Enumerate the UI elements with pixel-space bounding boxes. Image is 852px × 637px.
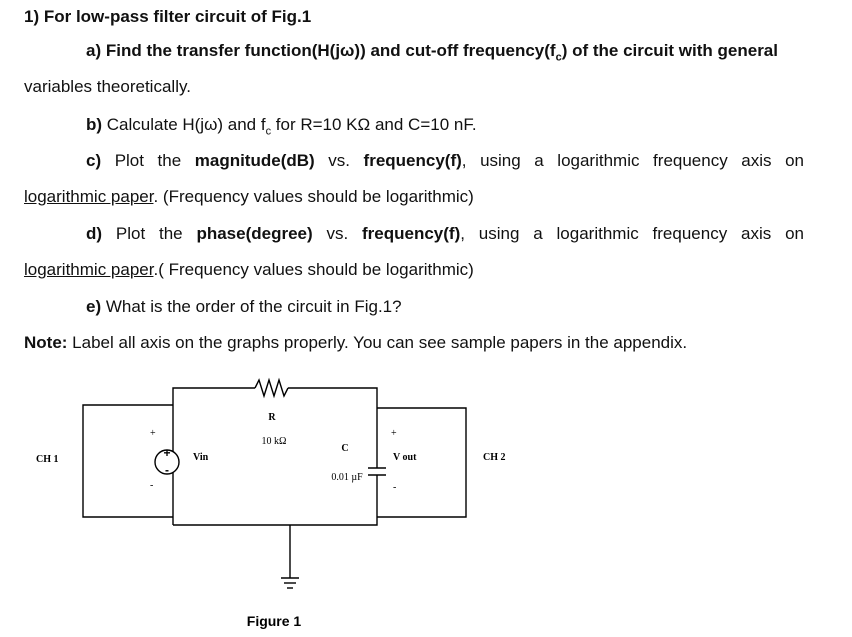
- part-a-text-end: ) of the circuit with general: [561, 41, 778, 60]
- part-d-cont: .( Frequency values should be logarithmic): [153, 260, 474, 279]
- part-d-text: Plot the: [102, 224, 197, 243]
- part-c-log-paper-link[interactable]: logarithmic paper: [24, 187, 154, 206]
- vout-label: V out: [393, 452, 417, 463]
- part-d-bold-phase: phase(degree): [196, 224, 313, 243]
- vin-minus-label: -: [150, 480, 154, 491]
- part-a-line-2: variables theoretically.: [24, 77, 191, 96]
- resistor-name: R: [268, 412, 276, 423]
- part-c-prefix: c): [86, 151, 102, 170]
- question-title-text: 1) For low-pass filter circuit of Fig.1: [24, 7, 312, 26]
- ch2-probe-wire: [377, 408, 466, 517]
- part-b-text-end: for R=10 KΩ and C=10 nF.: [271, 115, 477, 134]
- part-b-prefix: b): [86, 115, 103, 134]
- circuit-diagram: [0, 360, 852, 637]
- ch1-label: CH 1: [36, 454, 59, 465]
- part-d-vs: vs.: [312, 224, 363, 243]
- ch2-label: CH 2: [483, 452, 506, 463]
- capacitor-name: C: [341, 443, 349, 454]
- source-plus: +: [163, 446, 171, 460]
- note-label: Note:: [24, 333, 68, 352]
- part-e-text: What is the order of the circuit in Fig.1?: [101, 297, 402, 316]
- part-b-line: [86, 114, 477, 142]
- part-e-line: [86, 296, 402, 318]
- part-c-bold-magnitude: magnitude(dB): [194, 151, 315, 170]
- vin-label: Vin: [193, 452, 209, 463]
- vout-plus-label: +: [391, 428, 397, 439]
- part-c-text: Plot the: [101, 151, 195, 170]
- source-minus: -: [165, 463, 169, 477]
- resistor-value: 10 kΩ: [261, 436, 287, 447]
- figure-caption: Figure 1: [246, 613, 302, 629]
- part-c-bold-frequency: frequency(f): [363, 151, 462, 170]
- part-a-text: a) Find the transfer function(H(jω)) and cut-off frequency(f: [86, 41, 556, 60]
- part-d-bold-frequency: frequency(f): [362, 224, 461, 243]
- part-c-vs: vs.: [314, 151, 364, 170]
- part-d-prefix: d): [86, 224, 103, 243]
- resistor-symbol: [255, 380, 288, 396]
- top-wire-right: [288, 388, 377, 468]
- part-b-text: Calculate H(jω) and f: [102, 115, 266, 134]
- part-a-subscript: c: [555, 51, 562, 64]
- vin-plus-label: +: [150, 428, 156, 439]
- part-d-line-2: [24, 259, 474, 281]
- note-text: Label all axis on the graphs properly. You can see sample papers in the appendix.: [67, 333, 688, 352]
- part-a-line-1: [86, 40, 778, 68]
- part-d-log-paper-link[interactable]: logarithmic paper: [24, 260, 154, 279]
- part-d-text-end: , using a logarithmic frequency axis on: [460, 224, 804, 243]
- question-title: [24, 6, 311, 28]
- part-c-cont: . (Frequency values should be logarithmic): [153, 187, 474, 206]
- vout-minus-label: -: [393, 482, 397, 493]
- part-e-prefix: e): [86, 297, 102, 316]
- part-c-line-2: [24, 186, 474, 208]
- note-line: [24, 332, 687, 354]
- part-d-line-1: [86, 223, 804, 245]
- part-c-line-1: [86, 150, 804, 172]
- top-wire-left: [173, 388, 255, 525]
- part-b-subscript: c: [265, 125, 272, 138]
- capacitor-value: 0.01 µF: [331, 472, 363, 483]
- part-c-text-end: , using a logarithmic frequency axis on: [461, 151, 804, 170]
